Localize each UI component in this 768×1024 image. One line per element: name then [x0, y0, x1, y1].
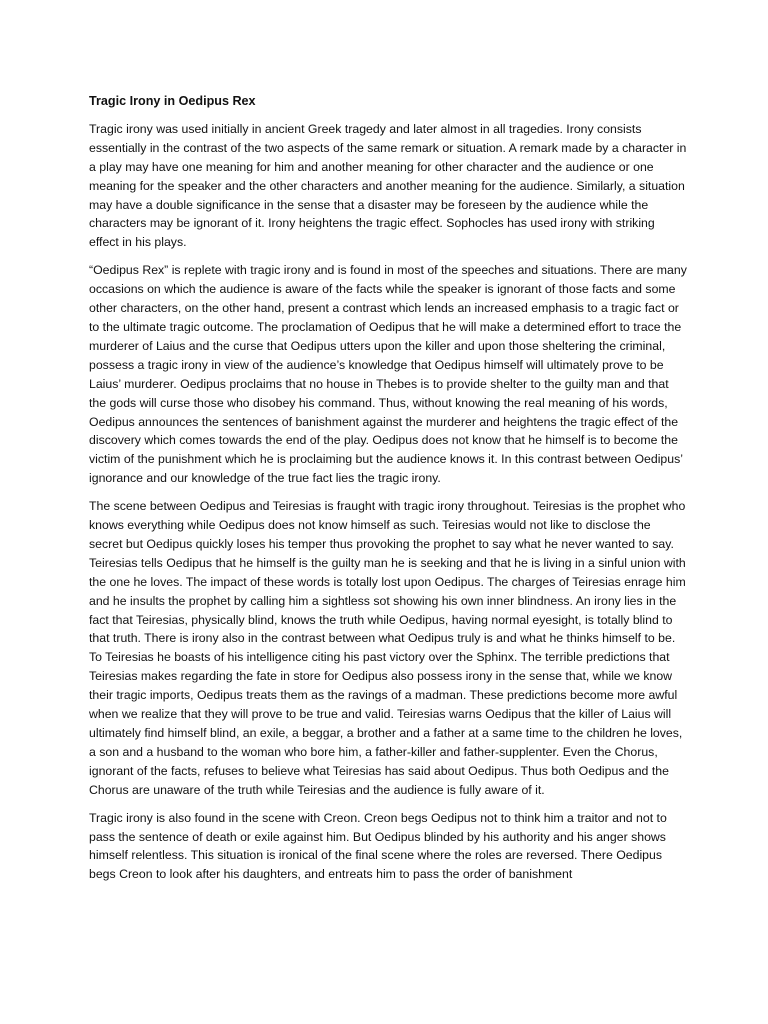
document-page — [89, 92, 687, 893]
paragraph-3: The scene between Oedipus and Teiresias is fraught with tragic irony throughout. Teiresias is the prophet who knows everything while Oedipus does not know himself as such. Teiresias would not like to disclose the secret but Oedipus quickly loses his temper thus provoking the prophet to say what he never wanted to say. Teiresias tells Oedipus that he himself is the guilty man he is seeking and that he is living in a sinful union with the one he loves. The impact of these words is totally lost upon Oedipus. The charges of Teiresias enrage him and he insults the prophet by calling him a sightless sot showing his own inner blindness. An irony lies in the fact that Teiresias, physically blind, knows the truth while Oedipus, having normal eyesight, is totally blind to that truth. There is irony also in the contrast between what Oedipus truly is and what he thinks himself to be. To Teiresias he boasts of his intelligence citing his past victory over the Sphinx. The terrible predictions that Teiresias makes regarding the fate in store for Oedipus also possess irony in the sense that, while we know their tragic imports, Oedipus treats them as the ravings of a madman. These predictions become more awful when we realize that they will prove to be true and valid. Teiresias warns Oedipus that the killer of Laius will ultimately find himself blind, an exile, a beggar, a brother and a father at a same time to the children he loves, a son and a husband to the woman who bore him, a father-killer and father-supplenter. Even the Chorus, ignorant of the facts, refuses to believe what Teiresias has said about Oedipus. Thus both Oedipus and the Chorus are unaware of the truth while Teiresias and the audience is fully aware of it. — [89, 499, 686, 797]
paragraph-1: Tragic irony was used initially in ancient Greek tragedy and later almost in all tragedies. Irony consists essentially in the contrast of the two aspects of the same remark or situation. A remark made by a character in a play may have one meaning for him and another meaning for other character and the audience or one meaning for the speaker and the other characters and another meaning for the audience. Similarly, a situation may have a double significance in the sense that a disaster may be foreseen by the audience while the characters may be ignorant of it. Irony heightens the tragic effect. Sophocles has used irony with striking effect in his plays. — [89, 121, 687, 250]
document-title: Tragic Irony in Oedipus Rex — [89, 94, 256, 108]
paragraph-2: “Oedipus Rex” is replete with tragic irony and is found in most of the speeches and situations. There are many occasions on which the audience is aware of the facts while the speaker is ignorant of those facts and some other characters, on the other hand, present a contrast which lends an increased emphasis to a tragic fact or to the ultimate tragic outcome. The proclamation of Oedipus that he will make a determined effort to trace the murderer of Laius and the curse that Oedipus utters upon the killer and upon those sheltering the criminal, possess a tragic irony in view of the audience’s knowledge that Oedipus himself will ultimately prove to be Laius’ murderer. Oedipus proclaims that no house in Thebes is to provide shelter to the guilty man and that the gods will curse those who disobey his command. Thus, without knowing the real meaning of his words, Oedipus announces the sentences of banishment against the murderer and heightens the tragic effect of the discovery which comes towards the end of the play. Oedipus does not know that he himself is to become the victim of the punishment which he is proclaiming but the audience knows it. In this contrast between Oedipus’ ignorance and our knowledge of the true fact lies the tragic irony. — [89, 263, 687, 486]
paragraph-4: Tragic irony is also found in the scene with Creon. Creon begs Oedipus not to think him a traitor and not to pass the sentence of death or exile against him. But Oedipus blinded by his authority and his anger shows himself relentless. This situation is ironical of the final scene where the roles are reversed. There Oedipus begs Creon to look after his daughters, and entreats him to pass the order of banishment — [89, 810, 667, 882]
